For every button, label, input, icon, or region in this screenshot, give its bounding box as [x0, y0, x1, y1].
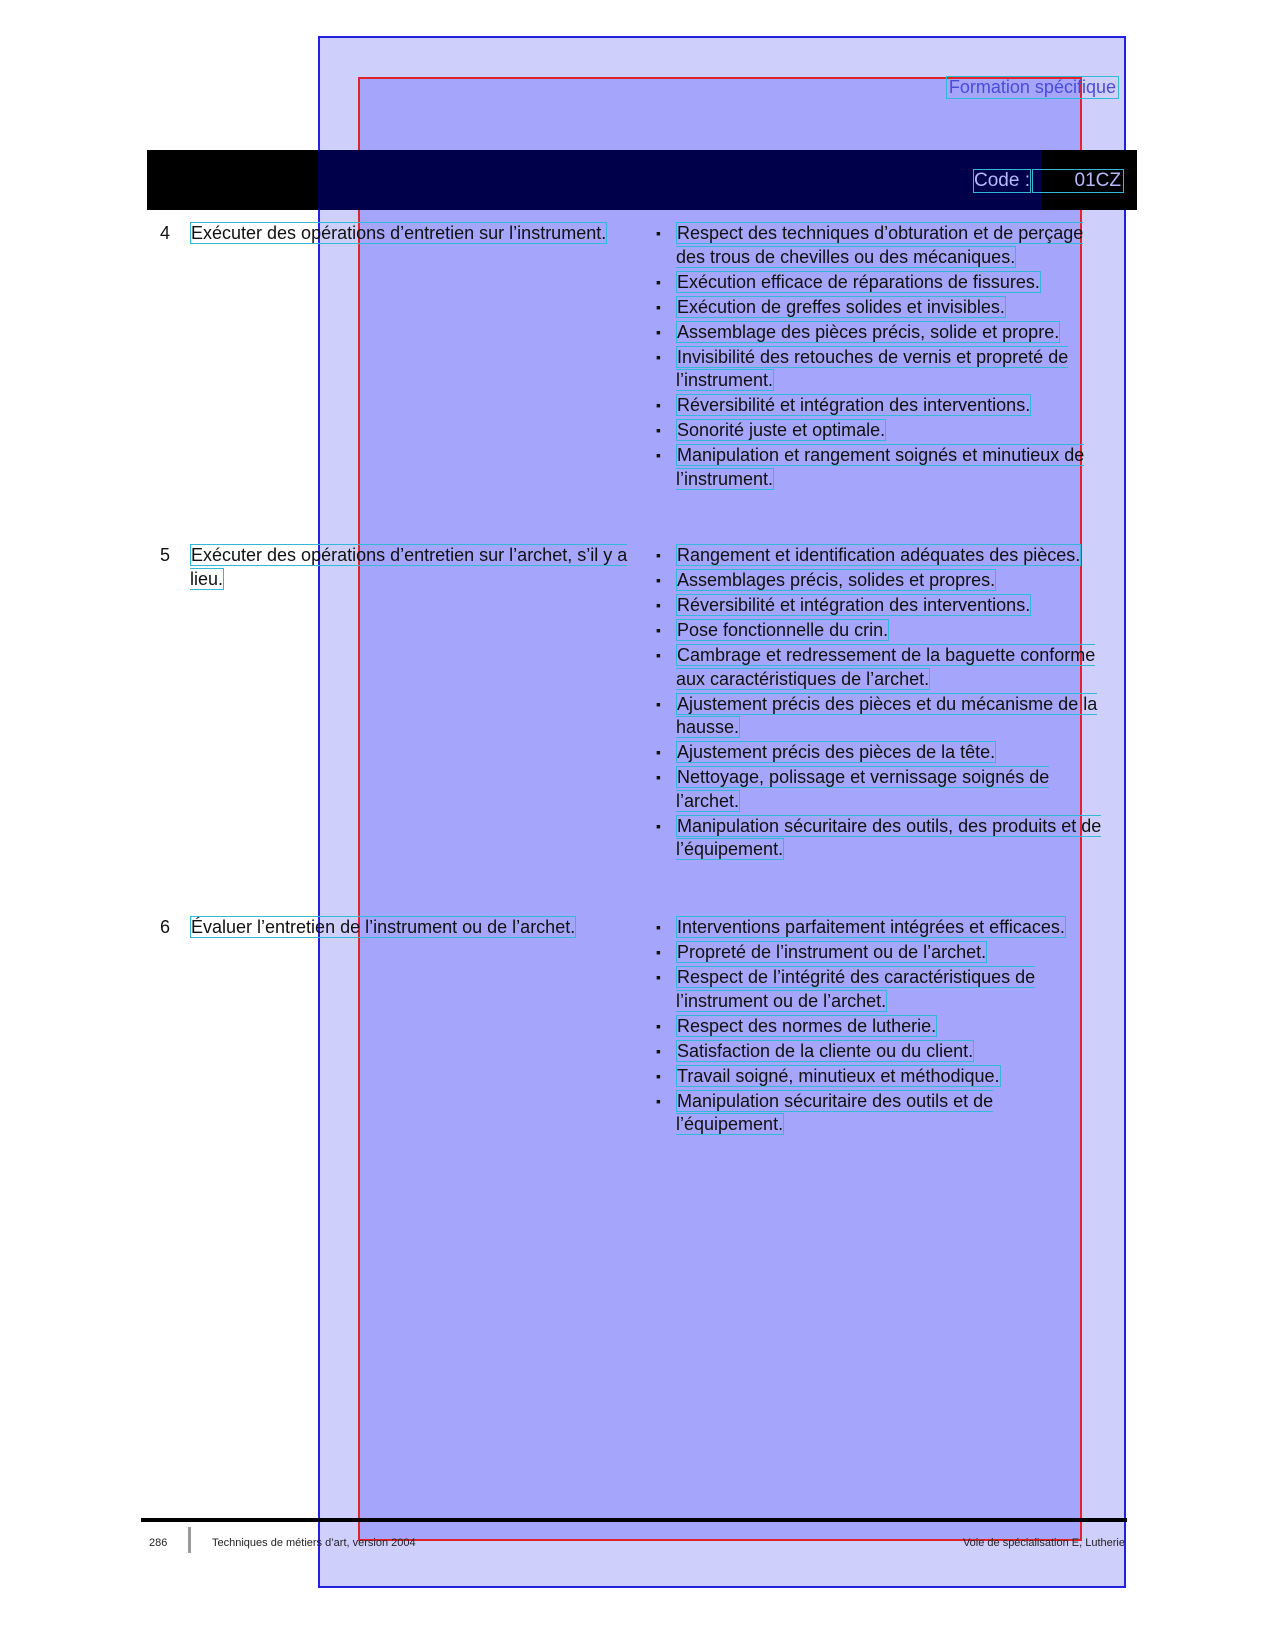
- criterion-item: ▪ Interventions parfaitement intégrées et efficaces.: [656, 916, 1106, 940]
- criterion-item: ▪ Exécution de greffes solides et invisibles.: [656, 296, 1106, 320]
- criterion-item: ▪ Pose fonctionnelle du crin.: [656, 619, 1106, 643]
- footer-document-title: Techniques de métiers d’art, version 2004: [212, 1537, 416, 1549]
- element-number: 6: [160, 917, 171, 937]
- criterion-item: ▪ Réversibilité et intégration des interventions.: [656, 594, 1106, 618]
- criterion-item: ▪ Manipulation sécuritaire des outils et de l’équipement.: [656, 1090, 1106, 1137]
- performance-criteria-list: [656, 222, 1106, 493]
- footer-separator: [188, 1527, 191, 1553]
- header-bar-tint: [318, 150, 1042, 210]
- criterion-item: ▪ Assemblage des pièces précis, solide et propre.: [656, 321, 1106, 345]
- element-text: [190, 915, 660, 939]
- element-label: Exécuter des opérations d’entretien sur l’instrument.: [191, 223, 607, 243]
- criterion-item: ▪ Satisfaction de la cliente ou du client.: [656, 1040, 1106, 1064]
- element-number: 5: [160, 545, 171, 565]
- criterion-item: ▪ Assemblages précis, solides et propres.: [656, 569, 1106, 593]
- criterion-item: ▪ Invisibilité des retouches de vernis et propreté de l’instrument.: [656, 346, 1106, 393]
- performance-criteria-list: [656, 544, 1106, 863]
- criterion-item: ▪ Exécution efficace de réparations de fissures.: [656, 271, 1106, 295]
- criterion-item: ▪ Sonorité juste et optimale.: [656, 419, 1106, 443]
- criterion-item: ▪ Respect des normes de lutherie.: [656, 1015, 1106, 1039]
- page-number: 286: [149, 1537, 168, 1549]
- criterion-item: ▪ Nettoyage, polissage et vernissage soignés de l’archet.: [656, 766, 1106, 813]
- criterion-item: ▪ Rangement et identification adéquates des pièces.: [656, 544, 1106, 568]
- criterion-item: ▪ Manipulation sécuritaire des outils, des produits et de l’équipement.: [656, 815, 1106, 862]
- performance-criteria-list: [656, 916, 1106, 1138]
- criterion-item: ▪ Ajustement précis des pièces de la tête.: [656, 741, 1106, 765]
- criterion-item: ▪ Propreté de l’instrument ou de l’archet.: [656, 941, 1106, 965]
- code-label: Code :: [974, 170, 1030, 191]
- element-text: [190, 221, 660, 245]
- criterion-item: ▪ Respect de l’intégrité des caractéristiques de l’instrument ou de l’archet.: [656, 966, 1106, 1013]
- criterion-item: ▪ Manipulation et rangement soignés et minutieux de l’instrument.: [656, 444, 1106, 491]
- element-label: Évaluer l’entretien de l’instrument ou de l’archet.: [191, 917, 576, 937]
- footer-rule: [141, 1518, 1127, 1522]
- criterion-item: ▪ Ajustement précis des pièces et du mécanisme de la hausse.: [656, 693, 1106, 740]
- section-title: Formation spécifique: [946, 76, 1119, 99]
- criterion-item: ▪ Respect des techniques d’obturation et de perçage des trous de chevilles ou des mécaniques.: [656, 222, 1106, 269]
- footer-specialization: Voie de spécialisation E, Lutherie: [962, 1537, 1125, 1549]
- element-text: [190, 543, 660, 591]
- element-label: Exécuter des opérations d’entretien sur l’archet, s’il y a lieu.: [190, 545, 628, 589]
- criterion-item: ▪ Réversibilité et intégration des interventions.: [656, 394, 1106, 418]
- code-value: 01CZ: [1032, 169, 1124, 193]
- criterion-item: ▪ Travail soigné, minutieux et méthodique.: [656, 1065, 1106, 1089]
- element-number: 4: [160, 223, 171, 243]
- criterion-item: ▪ Cambrage et redressement de la baguette conforme aux caractéristiques de l’archet.: [656, 644, 1106, 691]
